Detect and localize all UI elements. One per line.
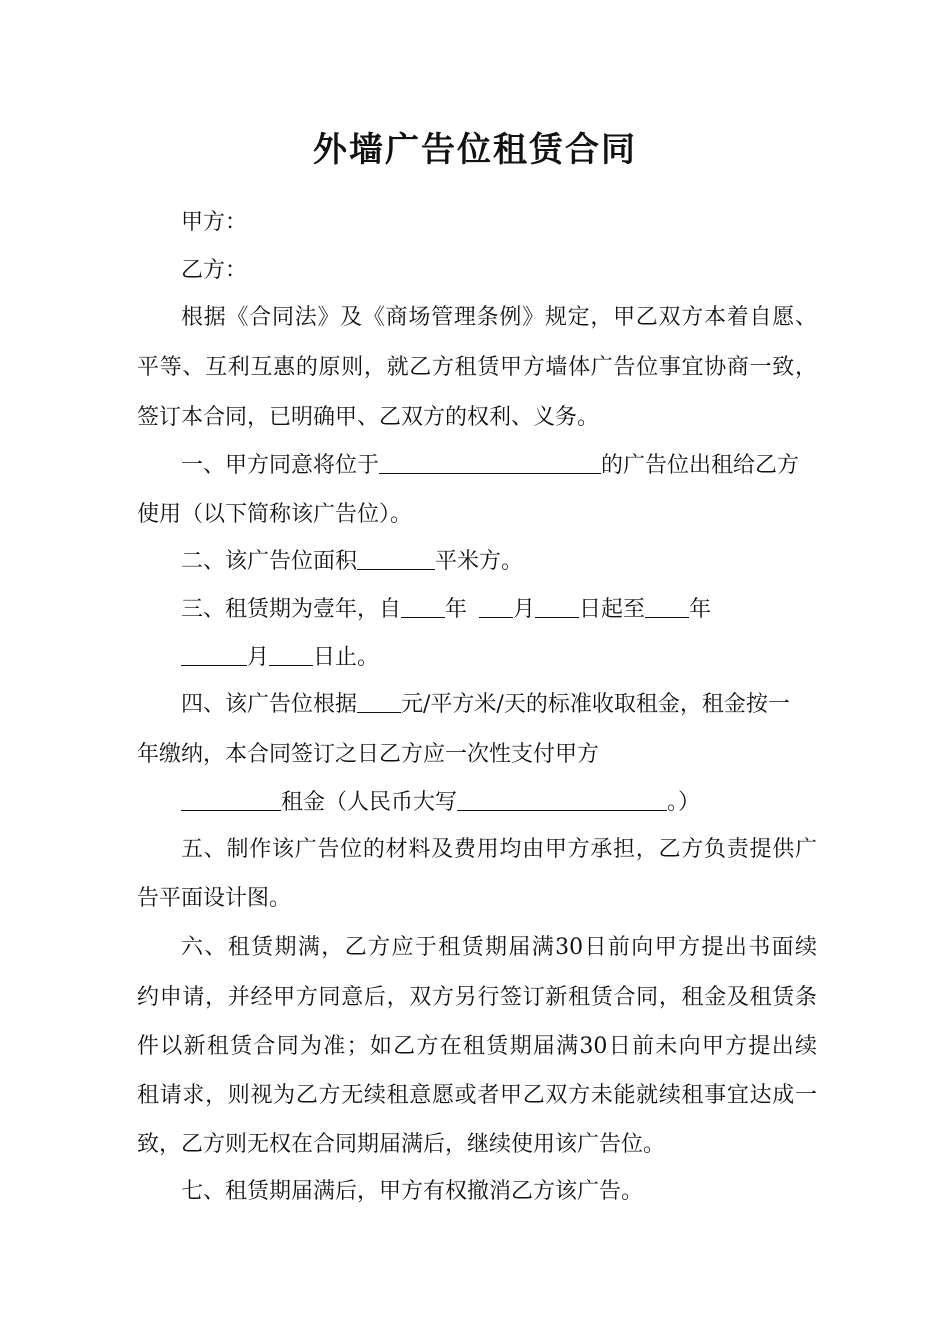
clause-4-text-a: 四、该广告位根据 [181,692,358,717]
clause-6-line-2: 约申请，并经甲方同意后，双方另行签订新租赁合同，租金及租赁条 [137,985,817,1010]
clause-6-line-5: 致，乙方则无权在合同期届满后，继续使用该广告位。 [137,1132,666,1157]
clause-3-line-1 [181,595,817,625]
clause-5-line-1: 五、制作该广告位的材料及费用均由甲方承担，乙方负责提供广 [181,837,817,862]
clause-4-line-2: 年缴纳，本合同签订之日乙方应一次性支付甲方 [137,742,600,767]
start-year-blank [401,595,445,618]
clause-3-text-g: 日止。 [313,645,380,670]
clause-3-text-b: 年 [445,597,468,622]
clause-3-text-f: 月 [247,645,270,670]
rent-amount-words-blank [457,788,667,811]
rate-blank [357,690,401,713]
clause-4-text-b: 元/平方米/天的标准收取租金，租金按一 [401,692,790,717]
clause-7-line-1: 七、租赁期届满后，甲方有权撤消乙方该广告。 [181,1179,644,1204]
clause-6-line-3: 件以新租赁合同为准；如乙方在租赁期届满30日前未向甲方提出续 [137,1034,817,1059]
start-day-blank [535,595,579,618]
clause-4-text-d: 。） [667,790,701,815]
clause-3-text-a: 三、租赁期为壹年，自 [181,597,402,622]
intro-line-2: 平等、互利互惠的原则，就乙方租赁甲方墙体广告位事宜协商一致， [137,355,817,380]
start-month-blank [479,595,513,618]
party-b-line: 乙方： [181,258,248,283]
end-year-blank [645,595,689,618]
clause-2-text-b: 平米方。 [435,549,524,574]
intro-line-3: 签订本合同，已明确甲、乙双方的权利、义务。 [137,405,600,430]
clause-6-line-1: 六、租赁期满，乙方应于租赁期届满30日前向甲方提出书面续 [181,935,817,960]
clause-1-text-a: 一、甲方同意将位于 [181,453,380,478]
end-day-blank [269,643,313,666]
clause-4-line-1 [181,690,817,720]
clause-2-text-a: 二、该广告位面积 [181,549,358,574]
clause-5-line-2: 告平面设计图。 [137,886,292,911]
clause-1-text-b: 的广告位出租给乙方 [601,453,800,478]
clause-2-line [181,547,817,577]
clause-3-text-d: 日起至 [579,597,646,622]
clause-6-line-4: 租请求，则视为乙方无续租意愿或者甲乙双方未能就续租事宜达成一 [137,1083,817,1108]
area-blank [357,547,435,570]
clause-1-line-2: 使用（以下简称该广告位）。 [137,502,413,527]
clause-3-line-2 [181,643,817,673]
end-month-blank [181,643,247,666]
clause-1-line-1 [181,451,817,481]
document-title: 外墙广告位租赁合同 [313,130,637,170]
party-a-line: 甲方： [181,210,248,235]
rent-amount-blank [181,788,281,811]
clause-3-text-c: 月 [513,597,536,622]
intro-line-1: 根据《合同法》及《商场管理条例》规定，甲乙双方本着自愿、 [181,305,817,330]
clause-4-text-c: 租金（人民币大写 [281,790,458,815]
location-blank [379,451,601,474]
clause-4-line-3 [181,788,817,818]
clause-3-text-e: 年 [689,597,712,622]
